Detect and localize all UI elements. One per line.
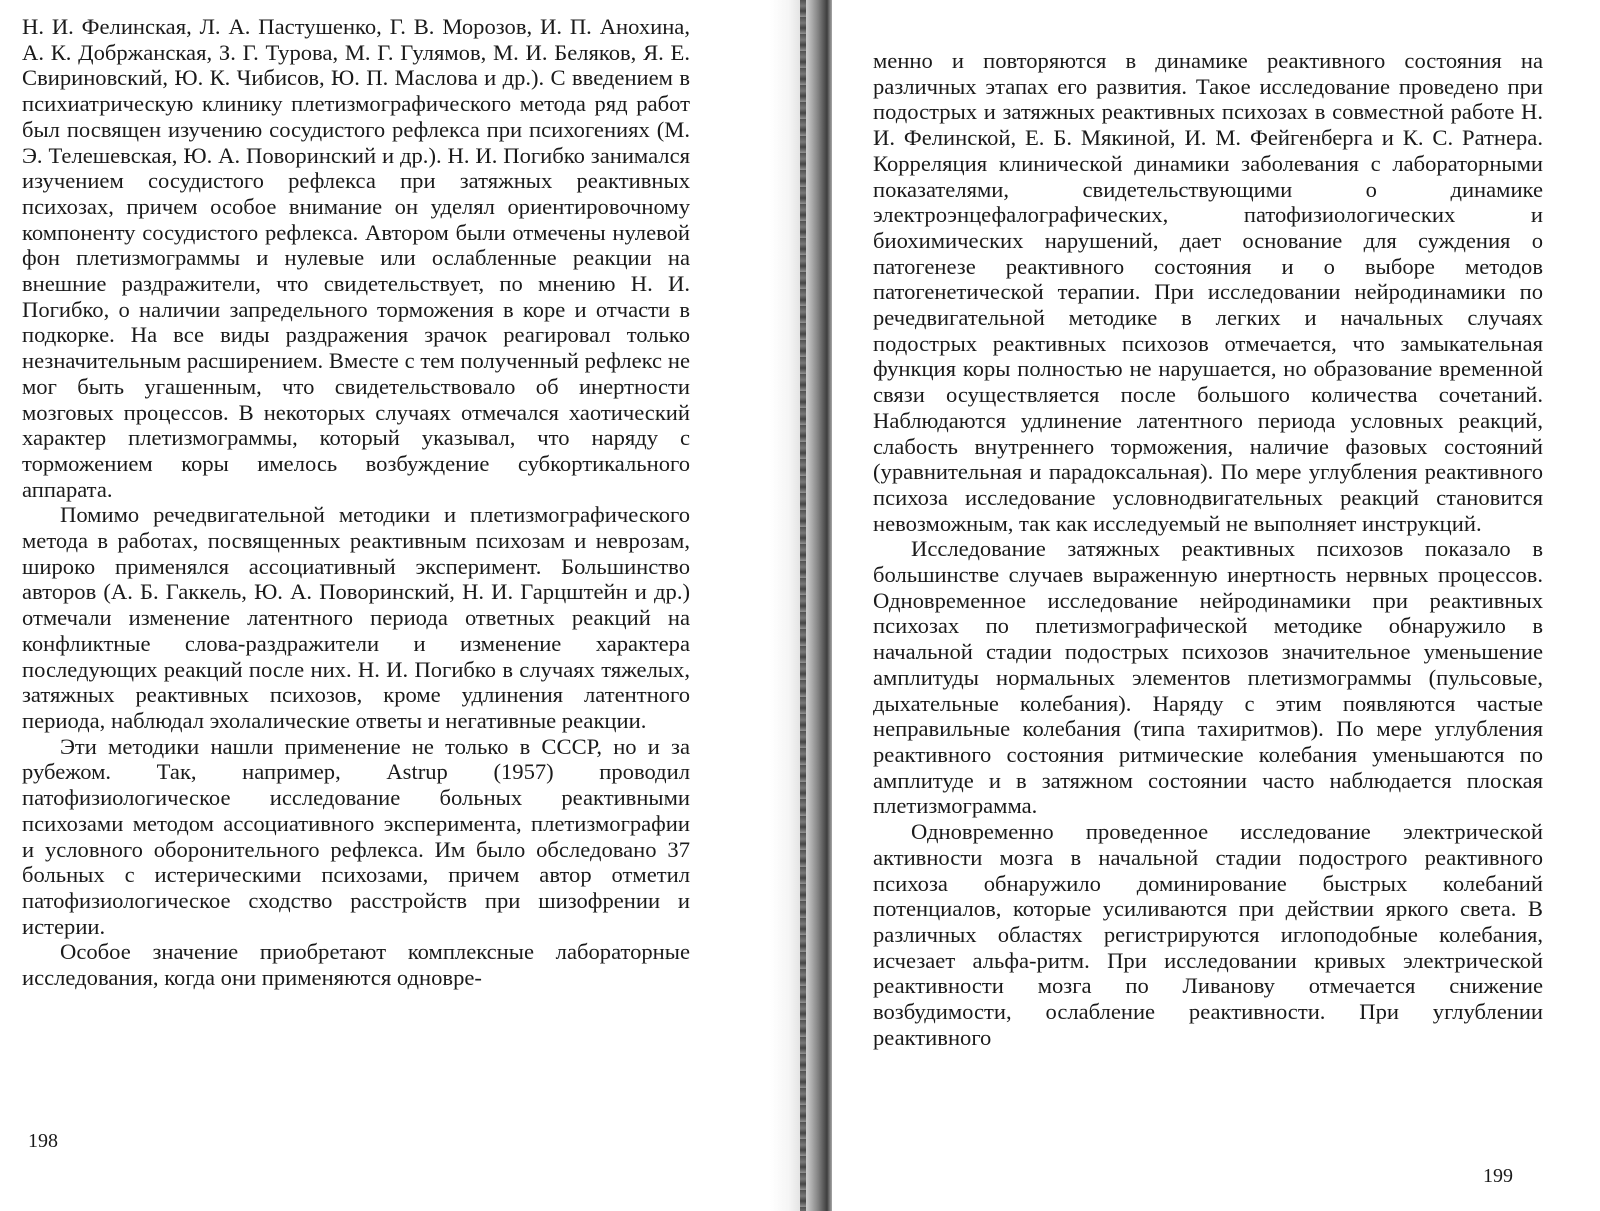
book-spine-gutter xyxy=(800,0,806,1211)
left-page-number: 198 xyxy=(28,1130,58,1152)
right-page-number: 199 xyxy=(1483,1165,1513,1187)
left-paragraph-1: Н. И. Фелинская, Л. А. Пастушенко, Г. В. Морозов, И. П. Анохина, А. К. Добржанская, З. Г. Турова, М. Г. Гулямов, М. И. Беляков, Я. Е. Свириновский, Ю. К. Чибисов, Ю. П. Маслова и др.). С введением в психиатрическую клинику плетизмографического метода ряд работ был посвящен изучению сосудистого рефлекса при психогениях (М. Э. Телешевская, Ю. А. Поворинский и др.). Н. И. Погибко занимался изучением сосудистого рефлекса при затяжных реактивных психозах, причем особое внимание он уделял ориентировочному компоненту сосудистого рефлекса. Автором были отмечены нулевой фон плетизмограммы и нулевые или ослабленные реакции на внешние раздражители, что свидетельствует, по мнению Н. И. Погибко, о наличии запредельного торможения в коре и отчасти в подкорке. На все виды раздражения зрачок реагировал только незначительным расширением. Вместе с тем полученный рефлекс не мог быть угашенным, что свидетельствовало об инертности мозговых процессов. В некоторых случаях отмечался хаотический характер плетизмограммы, который указывал, что наряду с торможением коры имелось возбуждение субкортикального аппарата. xyxy=(22,14,690,502)
left-paragraph-3: Эти методики нашли применение не только в СССР, но и за рубежом. Так, например, Astrup (1957) проводил патофизиологическое исследование больных реактивными психозами методом ассоциативного эксперимента, плетизмографии и условного оборонительного рефлекса. Им было обследовано 37 больных с истерическими психозами, причем автор отметил патофизиологическое сходство расстройств при шизофрении и истерии. xyxy=(22,733,690,939)
left-paragraph-2: Помимо речедвигательной методики и плетизмографического метода в работах, посвященных реактивным психозам и неврозам, широко применялся ассоциативный эксперимент. Большинство авторов (А. Б. Гаккель, Ю. А. Поворинский, Н. И. Гарцштейн и др.) отмечали изменение латентного периода ответных реакций на конфликтные слова-раздражители и изменение характера последующих реакций после них. Н. И. Погибко в случаях тяжелых, затяжных реактивных психозов, кроме удлинения латентного периода, наблюдал эхолалические ответы и негативные реакции. xyxy=(22,502,690,733)
right-paragraph-2: Исследование затяжных реактивных психозов показало в большинстве случаев выраженную инертность нервных процессов. Одновременное исследование нейродинамики при реактивных психозах по плетизмографической методике обнаружило в начальной стадии подострых психозов значительное уменьшение амплитуды нормальных элементов плетизмограммы (пульсовые, дыхательные колебания). Наряду с этим появляются частые неправильные колебания (типа тахиритмов). По мере углубления реактивного состояния ритмические колебания уменьшаются по амплитуде и в затяжном состоянии часто наблюдается плоская плетизмограмма. xyxy=(873,536,1543,819)
right-paragraph-1: менно и повторяются в динамике реактивного состояния на различных этапах его развития. Такое исследование проведено при подострых и затяжных реактивных психозах в совместной работе Н. И. Фелинской, Е. Б. Мякиной, И. М. Фейгенберга и К. С. Ратнера. Корреляция клинической динамики заболевания с лабораторными показателями, свидетельствующими о динамике электроэнцефалографических, патофизиологических и биохимических нарушений, дает основание для суждения о патогенезе реактивного состояния и о выборе методов патогенетической терапии. При исследовании нейродинамики по речедвигательной методике в легких и начальных случаях подострых реактивных психозов отмечается, что замыкательная функция коры полностью не нарушается, но образование временной связи осуществляется после большого количества сочетаний. Наблюдаются удлинение латентного периода условных реакций, слабость внутреннего торможения, наличие фазовых состояний (уравнительная и парадоксальная). По мере углубления реактивного психоза исследование условнодвигательных реакций становится невозможным, так как исследуемый не выполняет инструкций. xyxy=(873,48,1543,536)
right-page xyxy=(873,0,1543,1050)
left-paragraph-4: Особое значение приобретают комплексные лабораторные исследования, когда они применяются одновре- xyxy=(22,939,690,991)
right-paragraph-3: Одновременно проведенное исследование электрической активности мозга в начальной стадии подострого реактивного психоза обнаружило доминирование быстрых колебаний потенциалов, которые усиливаются при действии яркого света. В различных областях регистрируются иглоподобные колебания, исчезает альфа-ритм. При исследовании кривых электрической реактивности мозга по Ливанову отмечается снижение возбудимости, ослабление реактивности. При углублении реактивного xyxy=(873,819,1543,1050)
left-page xyxy=(22,0,690,991)
